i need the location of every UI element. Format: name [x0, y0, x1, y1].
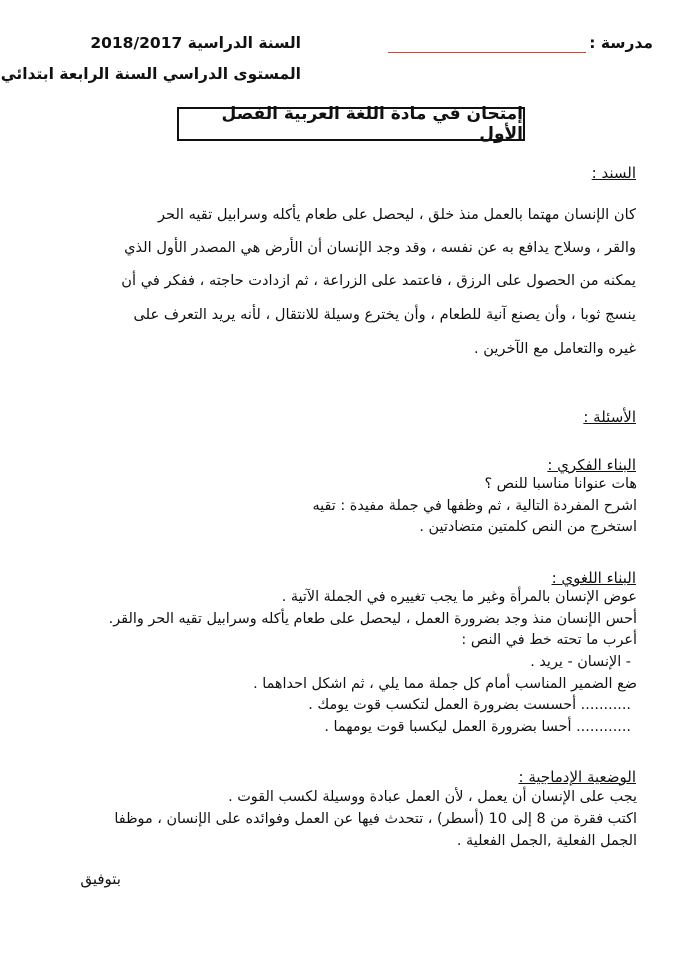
text-line: كان الإنسان مهتما بالعمل منذ خلق ، ليحصل على طعام يأكله وسرابيل تقيه الحر	[157, 206, 636, 223]
linguistic-question: - الإنسان - يريد .	[530, 654, 631, 670]
intellectual-question: استخرج من النص كلمتين متضادتين .	[419, 519, 637, 535]
linguistic-question: أعرب ما تحته خط في النص :	[461, 632, 637, 648]
linguistic-question: ضع الضمير المناسب أمام كل جملة مما يلي ، ثم اشكل احداهما .	[253, 676, 637, 692]
text-line: ينسج ثوبا ، وأن يصنع آنية للطعام ، وأن يخترع وسيلة للانتقال ، لأنه يريد التعرف على	[133, 306, 636, 323]
text-heading: السند :	[591, 164, 636, 182]
school-level: المستوى الدراسي السنة الرابعة ابتدائي	[0, 65, 301, 83]
integration-text: الجمل الفعلية ,الجمل الفعلية .	[456, 833, 637, 849]
school-name-blank-line	[388, 52, 586, 53]
school-label: مدرسة :	[589, 34, 653, 52]
exam-title-box	[177, 104, 525, 144]
linguistic-question: أحس الإنسان منذ وجد بضرورة العمل ، ليحصل على طعام يأكله وسرابيل تقيه الحر والقر.	[108, 611, 637, 627]
linguistic-question: ........... أحسست بضرورة العمل لتكسب قوت يومك .	[308, 697, 631, 713]
exam-title: إمتحان في مادة اللغة العربية الفصل الأول	[221, 104, 523, 144]
integration-heading: الوضعية الإدماجية :	[518, 768, 636, 786]
text-line: يمكنه من الحصول على الرزق ، فاعتمد على الزراعة ، ثم ازدادت حاجته ، ففكر في أن	[121, 272, 636, 289]
integration-text: اكتب فقرة من 8 إلى 10 (أسطر) ، تتحدث فيها عن العمل وفوائده على الإنسان ، موظفا	[114, 811, 637, 827]
intellectual-heading: البناء الفكري :	[547, 456, 636, 474]
intellectual-question: اشرح المفردة التالية ، ثم وظفها في جملة مفيدة : تقيه	[312, 498, 637, 514]
linguistic-heading: البناء اللغوي :	[551, 569, 636, 587]
school-year: السنة الدراسية 2018/2017	[90, 34, 301, 52]
linguistic-question: ............ أحسا بضرورة العمل ليكسبا قوت يومهما .	[324, 719, 631, 735]
linguistic-question: عوض الإنسان بالمرأة وغير ما يجب تغييره في الجملة الآتية .	[281, 589, 637, 605]
text-line: والقر ، وسلاح يدافع به عن نفسه ، وقد وجد الإنسان أن الأرض هي المصدر الأول الذي	[124, 239, 636, 256]
integration-text: يجب على الإنسان أن يعمل ، لأن العمل عبادة ووسيلة لكسب القوت .	[228, 789, 637, 805]
closing-text: بتوفيق	[80, 870, 121, 888]
text-line: غيره والتعامل مع الآخرين .	[473, 340, 636, 357]
intellectual-question: هات عنوانا مناسبا للنص ؟	[484, 476, 637, 492]
questions-heading: الأسئلة :	[583, 408, 636, 426]
